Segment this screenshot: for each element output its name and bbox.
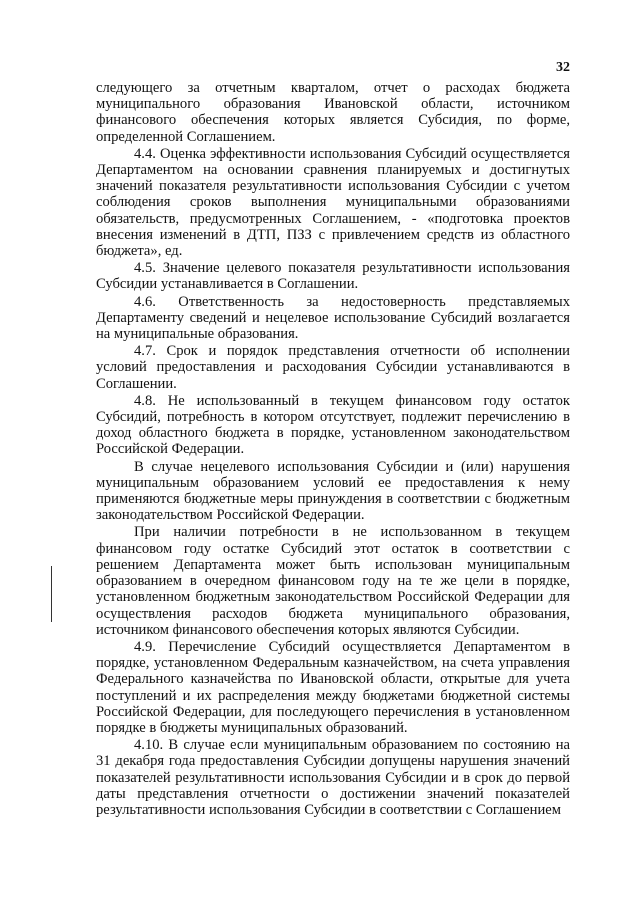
paragraph-remainder: При наличии потребности в не использованном в текущем финансовом году остатке Субсидий этот остаток в соответствии с решением Департамента может быть использован муниципальным образованием в очередном финансовом году на те же цели в порядке, установленном бюджетным законодательством Российской Федерации для осуществления расходов бюджета муниципального образования, источником финансового обеспечения которых являются Субсидии. [96, 524, 570, 638]
paragraph-4-6: 4.6. Ответственность за недостоверность представляемых Департаменту сведений и нецелевое использование Субсидий возлагается на муниципальные образования. [96, 293, 570, 343]
paragraph-continuation: следующего за отчетным кварталом, отчет о расходах бюджета муниципального образования Ивановской области, источником финансового обеспечения которых является Субсидия, по форме, определенной Соглашением. [96, 80, 570, 145]
paragraph-4-8: 4.8. Не использованный в текущем финансовом году остаток Субсидий, потребность в котором отсутствует, подлежит перечислению в доход областного бюджета в порядке, установленном законодательством Российской Федерации. [96, 392, 570, 458]
paragraph-4-4: 4.4. Оценка эффективности использования Субсидий осуществляется Департаментом на основании сравнения планируемых и достигнутых значений показателя результативности использования Субсидии с учетом соблюдения сроков выполнения муниципальными образованиями обязательств, предусмотренных Соглашением, - «подготовка проектов внесения изменений в ДТП, ПЗЗ с привлечением средств из областного бюджета», ед. [96, 145, 570, 260]
paragraph-4-9: 4.9. Перечисление Субсидий осуществляется Департаментом в порядке, установленном Федеральным казначейством, на счета управления Федерального казначейства по Ивановской области, открытые для учета поступлений и их распределения между бюджетами бюджетной системы Российской Федерации, для последующего перечисления в установленном порядке в бюджеты муниципальных образований. [96, 638, 570, 736]
paragraph-misuse: В случае нецелевого использования Субсидии и (или) нарушения муниципальным образованием условий ее предоставления к нему применяются бюджетные меры принуждения в соответствии с бюджетным законодательством Российской Федерации. [96, 458, 570, 524]
paragraph-4-5: 4.5. Значение целевого показателя результативности использования Субсидии устанавливается в Соглашении. [96, 260, 570, 293]
page-number: 32 [556, 60, 570, 75]
margin-mark [51, 566, 52, 622]
paragraph-4-7: 4.7. Срок и порядок представления отчетности об исполнении условий предоставления и расходования Субсидии устанавливаются в Соглашении. [96, 343, 570, 392]
document-body [96, 80, 570, 819]
paragraph-4-10: 4.10. В случае если муниципальным образованием по состоянию на 31 декабря года предоставления Субсидии допущены нарушения значений показателей результативности использования Субсидии и в срок до первой даты представления отчетности о достижении значений показателей результативности использования Субсидии в соответствии с Соглашением [96, 737, 570, 818]
